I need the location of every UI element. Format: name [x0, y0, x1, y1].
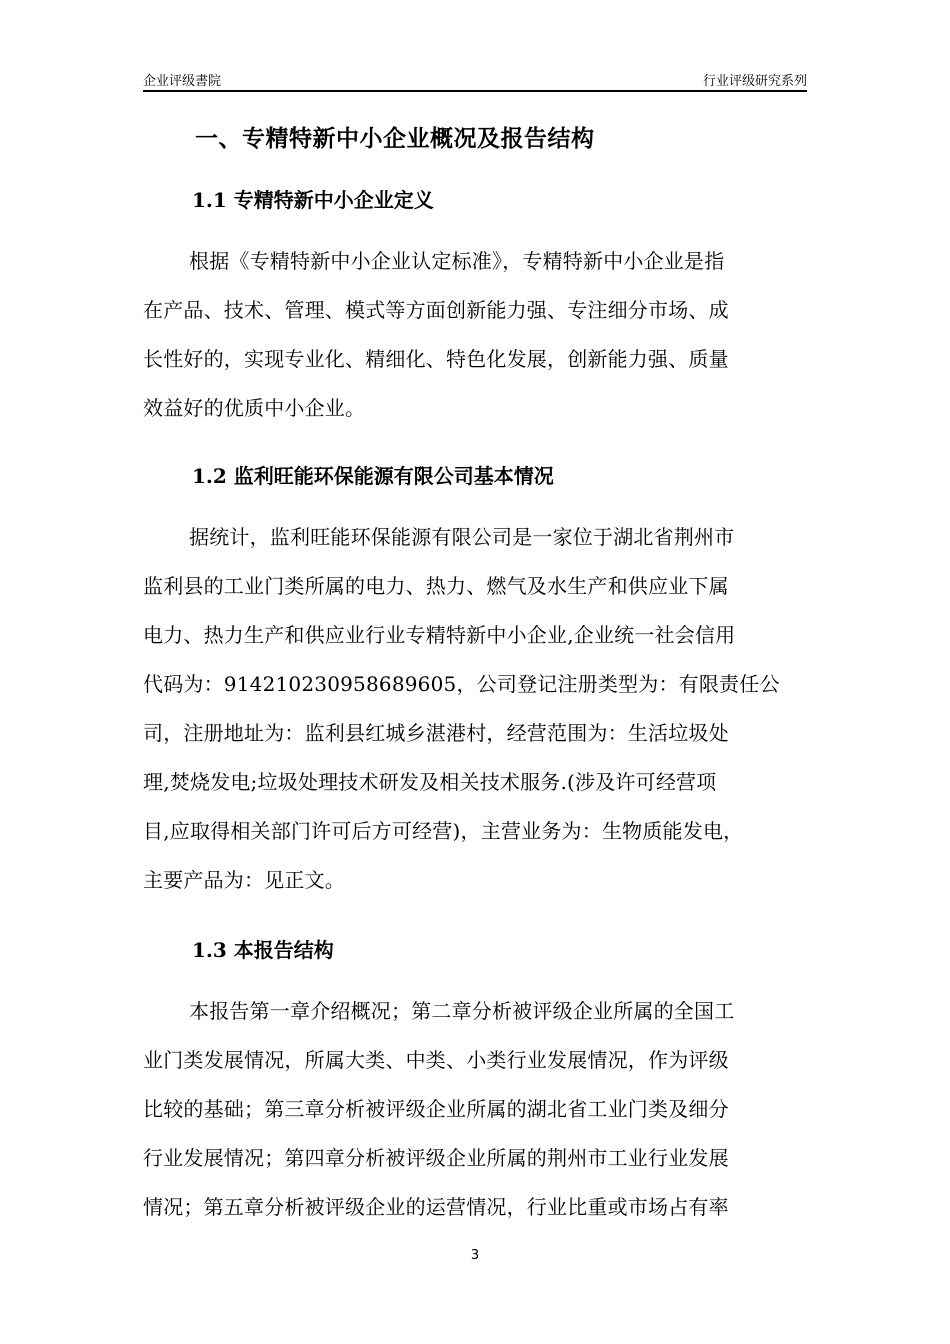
paragraph-line: 目,应取得相关部门许可后方可经营)，主营业务为：生物质能发电，	[143, 819, 744, 843]
section-heading-1-3: 1.3 本报告结构	[192, 938, 334, 962]
paragraph-line: 根据《专精特新中小企业认定标准》，专精特新中小企业是指	[189, 249, 725, 273]
chapter-title: 一、专精特新中小企业概况及报告结构	[195, 125, 595, 152]
paragraph-line: 在产品、技术、管理、模式等方面创新能力强、专注细分市场、成	[143, 298, 729, 322]
section-1-3-paragraph	[143, 999, 807, 1244]
paragraph-line: 电力、热力生产和供应业行业专精特新中小企业,企业统一社会信用	[143, 623, 736, 647]
section-1-1-paragraph	[143, 249, 807, 445]
header-right-title: 行业评级研究系列	[702, 74, 807, 89]
section-heading-1-1: 1.1 专精特新中小企业定义	[192, 188, 434, 212]
paragraph-line: 主要产品为：见正文。	[143, 868, 345, 892]
paragraph-line: 监利县的工业门类所属的电力、热力、燃气及水生产和供应业下属	[143, 574, 729, 598]
section-heading-1-2: 1.2 监利旺能环保能源有限公司基本情况	[192, 464, 554, 488]
paragraph-line: 本报告第一章介绍概况；第二章分析被评级企业所属的全国工	[189, 999, 735, 1023]
page-header	[143, 68, 807, 92]
paragraph-line: 长性好的，实现专业化、精细化、特色化发展，创新能力强、质量	[143, 347, 729, 371]
page-number: 3	[470, 1248, 480, 1263]
paragraph-line: 据统计，监利旺能环保能源有限公司是一家位于湖北省荆州市	[189, 525, 735, 549]
paragraph-line: 代码为：914210230958689605，公司登记注册类型为：有限责任公	[143, 672, 780, 696]
header-left-title: 企业评级書院	[143, 74, 222, 89]
paragraph-line: 比较的基础；第三章分析被评级企业所属的湖北省工业门类及细分	[143, 1097, 729, 1121]
paragraph-line: 业门类发展情况，所属大类、中类、小类行业发展情况，作为评级	[143, 1048, 729, 1072]
paragraph-line: 情况；第五章分析被评级企业的运营情况，行业比重或市场占有率	[143, 1195, 729, 1219]
paragraph-line: 效益好的优质中小企业。	[143, 396, 366, 420]
section-1-2-paragraph	[143, 525, 807, 917]
paragraph-line: 理,焚烧发电;垃圾处理技术研发及相关技术服务.(涉及许可经营项	[143, 770, 717, 794]
paragraph-line: 行业发展情况；第四章分析被评级企业所属的荆州市工业行业发展	[143, 1146, 729, 1170]
paragraph-line: 司，注册地址为：监利县红城乡湛港村，经营范围为：生活垃圾处	[143, 721, 729, 745]
